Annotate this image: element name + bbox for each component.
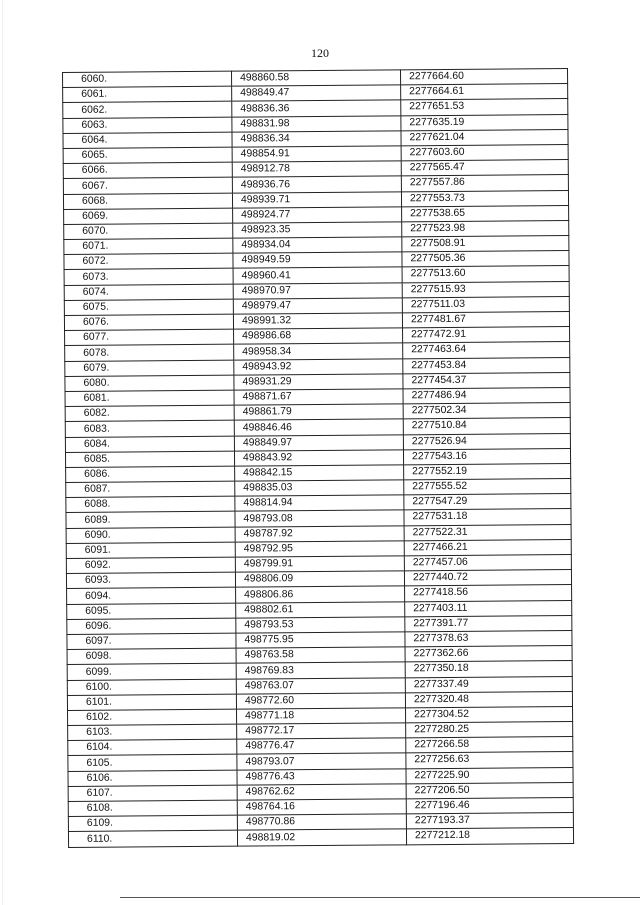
easting-cell: 498861.79 xyxy=(234,404,403,421)
point-number-cell: 6064. xyxy=(63,132,232,149)
northing-cell: 2277457.06 xyxy=(404,555,571,571)
point-number-cell: 6061. xyxy=(63,86,232,103)
point-number-cell: 6098. xyxy=(67,648,236,665)
northing-cell: 2277378.63 xyxy=(405,630,572,646)
northing-cell: 2277553.73 xyxy=(401,190,568,206)
easting-cell: 498986.68 xyxy=(234,328,403,345)
easting-cell: 498799.91 xyxy=(235,556,404,573)
easting-cell: 498763.58 xyxy=(236,647,405,664)
point-number-cell: 6060. xyxy=(63,71,232,88)
northing-cell: 2277196.46 xyxy=(406,798,573,814)
northing-cell: 2277320.48 xyxy=(405,691,572,707)
point-number-cell: 6073. xyxy=(64,269,233,286)
point-number-cell: 6087. xyxy=(66,481,235,498)
northing-cell: 2277403.11 xyxy=(405,600,572,616)
northing-cell: 2277510.84 xyxy=(403,418,570,434)
point-number-cell: 6069. xyxy=(64,208,233,225)
northing-cell: 2277193.37 xyxy=(406,813,573,829)
northing-cell: 2277557.86 xyxy=(401,175,568,191)
point-number-cell: 6107. xyxy=(68,785,237,802)
easting-cell: 498771.18 xyxy=(237,708,406,725)
point-number-cell: 6097. xyxy=(67,633,236,650)
easting-cell: 498806.09 xyxy=(235,571,404,588)
point-number-cell: 6102. xyxy=(68,709,237,726)
easting-cell: 498943.92 xyxy=(234,358,403,375)
point-number-cell: 6100. xyxy=(67,679,236,696)
northing-cell: 2277621.04 xyxy=(401,129,568,145)
easting-cell: 498936.76 xyxy=(232,176,401,193)
easting-cell: 498770.86 xyxy=(237,814,406,831)
point-number-cell: 6089. xyxy=(66,512,235,529)
point-number-cell: 6079. xyxy=(65,360,234,377)
point-number-cell: 6068. xyxy=(63,193,232,210)
point-number-cell: 6075. xyxy=(64,299,233,316)
northing-cell: 2277266.58 xyxy=(406,737,573,753)
easting-cell: 498842.15 xyxy=(235,465,404,482)
northing-cell: 2277362.66 xyxy=(405,646,572,662)
point-number-cell: 6108. xyxy=(68,800,237,817)
easting-cell: 498776.43 xyxy=(237,768,406,785)
point-number-cell: 6110. xyxy=(68,831,237,848)
northing-cell: 2277337.49 xyxy=(405,676,572,692)
page-number: 120 xyxy=(311,46,329,60)
easting-cell: 498802.61 xyxy=(236,601,405,618)
coordinates-table-wrapper xyxy=(62,68,574,848)
easting-cell: 498769.83 xyxy=(236,662,405,679)
point-number-cell: 6077. xyxy=(65,329,234,346)
point-number-cell: 6074. xyxy=(64,284,233,301)
northing-cell: 2277350.18 xyxy=(405,661,572,677)
point-number-cell: 6094. xyxy=(67,588,236,605)
northing-cell: 2277651.53 xyxy=(401,99,568,115)
point-number-cell: 6090. xyxy=(66,527,235,544)
northing-cell: 2277486.94 xyxy=(403,387,570,403)
easting-cell: 498836.34 xyxy=(232,131,401,148)
easting-cell: 498843.92 xyxy=(234,450,403,467)
point-number-cell: 6083. xyxy=(65,420,234,437)
table-body xyxy=(63,69,574,848)
northing-cell: 2277531.18 xyxy=(404,509,571,525)
point-number-cell: 6065. xyxy=(63,147,232,164)
point-number-cell: 6085. xyxy=(65,451,234,468)
point-number-cell: 6072. xyxy=(64,253,233,270)
easting-cell: 498806.86 xyxy=(236,586,405,603)
northing-cell: 2277508.91 xyxy=(402,236,569,252)
northing-cell: 2277635.19 xyxy=(401,114,568,130)
easting-cell: 498949.59 xyxy=(233,252,402,269)
northing-cell: 2277513.60 xyxy=(402,266,569,282)
easting-cell: 498787.92 xyxy=(235,525,404,542)
northing-cell: 2277515.93 xyxy=(402,281,569,297)
northing-cell: 2277440.72 xyxy=(404,570,571,586)
easting-cell: 498924.77 xyxy=(233,207,402,224)
coordinates-table xyxy=(62,68,574,848)
northing-cell: 2277543.16 xyxy=(403,448,570,464)
easting-cell: 498775.95 xyxy=(236,632,405,649)
northing-cell: 2277555.52 xyxy=(404,479,571,495)
northing-cell: 2277481.67 xyxy=(402,312,569,328)
point-number-cell: 6076. xyxy=(64,314,233,331)
point-number-cell: 6084. xyxy=(65,436,234,453)
table-row xyxy=(68,828,573,847)
point-number-cell: 6103. xyxy=(68,724,237,741)
point-number-cell: 6066. xyxy=(63,162,232,179)
easting-cell: 498836.36 xyxy=(232,100,401,117)
point-number-cell: 6099. xyxy=(67,663,236,680)
easting-cell: 498793.07 xyxy=(237,753,406,770)
point-number-cell: 6105. xyxy=(68,755,237,772)
northing-cell: 2277206.50 xyxy=(406,782,573,798)
northing-cell: 2277526.94 xyxy=(403,433,570,449)
easting-cell: 498854.91 xyxy=(232,146,401,163)
northing-cell: 2277664.61 xyxy=(401,84,568,100)
northing-cell: 2277552.19 xyxy=(404,463,571,479)
easting-cell: 498939.71 xyxy=(232,191,401,208)
easting-cell: 498814.94 xyxy=(235,495,404,512)
bottom-rule xyxy=(120,897,640,898)
northing-cell: 2277505.36 xyxy=(402,251,569,267)
point-number-cell: 6109. xyxy=(68,815,237,832)
easting-cell: 498923.35 xyxy=(233,222,402,239)
easting-cell: 498763.07 xyxy=(236,677,405,694)
easting-cell: 498835.03 xyxy=(235,480,404,497)
easting-cell: 498764.16 xyxy=(237,799,406,816)
northing-cell: 2277304.52 xyxy=(406,706,573,722)
northing-cell: 2277453.84 xyxy=(403,357,570,373)
northing-cell: 2277256.63 xyxy=(406,752,573,768)
point-number-cell: 6086. xyxy=(66,466,235,483)
northing-cell: 2277547.29 xyxy=(404,494,571,510)
scan-edge xyxy=(2,0,3,905)
northing-cell: 2277603.60 xyxy=(401,144,568,160)
easting-cell: 498934.04 xyxy=(233,237,402,254)
easting-cell: 498819.02 xyxy=(237,829,406,846)
point-number-cell: 6088. xyxy=(66,496,235,513)
easting-cell: 498960.41 xyxy=(233,267,402,284)
point-number-cell: 6071. xyxy=(64,238,233,255)
northing-cell: 2277418.56 xyxy=(405,585,572,601)
point-number-cell: 6096. xyxy=(67,618,236,635)
easting-cell: 498958.34 xyxy=(234,343,403,360)
point-number-cell: 6063. xyxy=(63,117,232,134)
easting-cell: 498772.60 xyxy=(236,693,405,710)
northing-cell: 2277280.25 xyxy=(406,722,573,738)
point-number-cell: 6101. xyxy=(67,694,236,711)
point-number-cell: 6070. xyxy=(64,223,233,240)
northing-cell: 2277466.21 xyxy=(404,539,571,555)
northing-cell: 2277472.91 xyxy=(403,327,570,343)
point-number-cell: 6080. xyxy=(65,375,234,392)
northing-cell: 2277565.47 xyxy=(401,160,568,176)
point-number-cell: 6091. xyxy=(66,542,235,559)
point-number-cell: 6078. xyxy=(65,345,234,362)
easting-cell: 498793.53 xyxy=(236,617,405,634)
northing-cell: 2277212.18 xyxy=(406,828,573,844)
northing-cell: 2277391.77 xyxy=(405,615,572,631)
point-number-cell: 6104. xyxy=(68,739,237,756)
point-number-cell: 6095. xyxy=(67,603,236,620)
easting-cell: 498979.47 xyxy=(233,298,402,315)
northing-cell: 2277538.65 xyxy=(402,205,569,221)
easting-cell: 498970.97 xyxy=(233,282,402,299)
easting-cell: 498849.47 xyxy=(232,85,401,102)
point-number-cell: 6092. xyxy=(66,557,235,574)
point-number-cell: 6093. xyxy=(66,572,235,589)
easting-cell: 498831.98 xyxy=(232,115,401,132)
northing-cell: 2277463.64 xyxy=(403,342,570,358)
easting-cell: 498912.78 xyxy=(232,161,401,178)
northing-cell: 2277454.37 xyxy=(403,372,570,388)
easting-cell: 498849.97 xyxy=(234,434,403,451)
northing-cell: 2277523.98 xyxy=(402,220,569,236)
easting-cell: 498931.29 xyxy=(234,374,403,391)
easting-cell: 498776.47 xyxy=(237,738,406,755)
easting-cell: 498860.58 xyxy=(231,70,400,87)
point-number-cell: 6106. xyxy=(68,770,237,787)
northing-cell: 2277522.31 xyxy=(404,524,571,540)
easting-cell: 498762.62 xyxy=(237,784,406,801)
easting-cell: 498772.17 xyxy=(237,723,406,740)
easting-cell: 498871.67 xyxy=(234,389,403,406)
point-number-cell: 6062. xyxy=(63,102,232,119)
northing-cell: 2277502.34 xyxy=(403,403,570,419)
northing-cell: 2277511.03 xyxy=(402,296,569,312)
northing-cell: 2277664.60 xyxy=(400,69,567,85)
point-number-cell: 6081. xyxy=(65,390,234,407)
easting-cell: 498991.32 xyxy=(233,313,402,330)
point-number-cell: 6082. xyxy=(65,405,234,422)
easting-cell: 498792.95 xyxy=(235,541,404,558)
easting-cell: 498793.08 xyxy=(235,510,404,527)
northing-cell: 2277225.90 xyxy=(406,767,573,783)
easting-cell: 498846.46 xyxy=(234,419,403,436)
point-number-cell: 6067. xyxy=(63,177,232,194)
